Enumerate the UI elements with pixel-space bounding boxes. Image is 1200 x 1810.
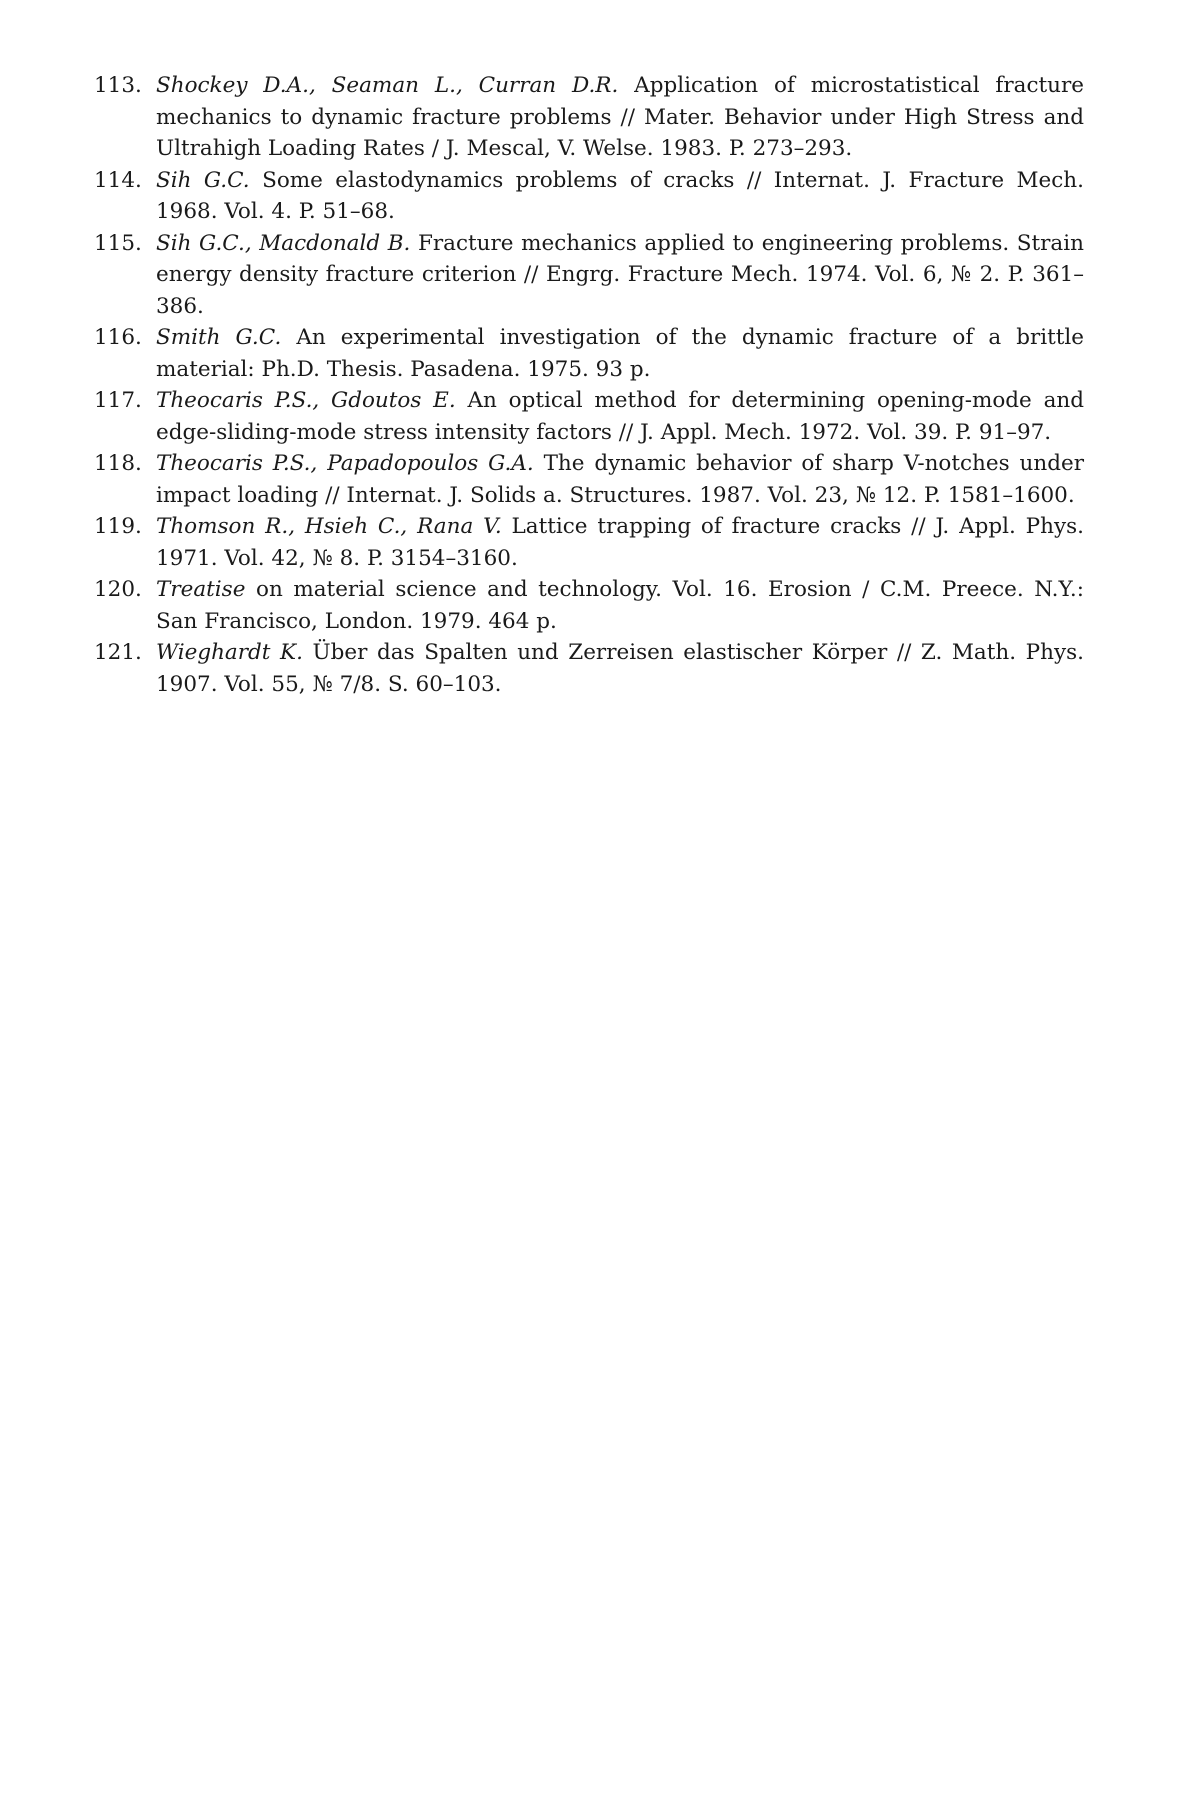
reference-entry — [94, 511, 1084, 574]
reference-entry — [94, 574, 1084, 637]
reference-number: 119. — [94, 514, 142, 539]
reference-entry — [94, 637, 1084, 700]
reference-entry — [94, 165, 1084, 228]
reference-text: An optical method for determining opening-mode and edge-sliding-mode stress intensity factors // J. Appl. Mech. 1972. Vol. 39. P. 91–97. — [156, 388, 1084, 445]
reference-page — [94, 70, 1084, 700]
reference-number: 118. — [94, 451, 142, 476]
reference-number: 120. — [94, 577, 142, 602]
reference-number: 113. — [94, 73, 142, 98]
reference-number: 114. — [94, 167, 142, 193]
reference-entry — [94, 448, 1084, 511]
reference-authors: Thomson R., Hsieh C., Rana V. — [156, 514, 502, 539]
reference-authors: Wieghardt K. — [156, 640, 303, 665]
reference-entry — [94, 228, 1084, 323]
reference-authors: Theocaris P.S., Gdoutos E. — [156, 388, 456, 413]
reference-text: Fracture mechanics applied to engineering problems. Strain energy density fracture criterion // Engrg. Fracture Mech. 1974. Vol. 6, № 2. P. 361–386. — [156, 230, 1084, 319]
reference-text: Lattice trapping of fracture cracks // J. Appl. Phys. 1971. Vol. 42, № 8. P. 3154–3160. — [156, 514, 1084, 571]
reference-text: The dynamic behavior of sharp V-notches under impact loading // Internat. J. Solids a. Structures. 1987. Vol. 23, № 12. P. 1581–1600. — [156, 451, 1084, 508]
reference-text: Über das Spalten und Zerreisen elastischer Körper // Z. Math. Phys. 1907. Vol. 55, № 7/8. S. 60–103. — [156, 640, 1084, 697]
reference-text: An experimental investigation of the dynamic fracture of a brittle material: Ph.D. Thesis. Pasadena. 1975. 93 p. — [156, 325, 1085, 382]
reference-entry — [94, 322, 1084, 385]
reference-number: 117. — [94, 388, 142, 413]
reference-authors: Smith G.C. — [156, 325, 282, 350]
reference-entry — [94, 70, 1084, 165]
reference-number: 116. — [94, 325, 142, 350]
reference-authors: Theocaris P.S., Papadopoulos G.A. — [156, 451, 534, 476]
reference-authors: Treatise — [156, 577, 246, 602]
reference-number: 121. — [94, 640, 142, 665]
reference-number: 115. — [94, 230, 142, 256]
reference-authors: Sih G.C., Macdonald B. — [156, 230, 411, 256]
reference-text: on material science and technology. Vol. 16. Erosion / C.M. Preece. N.Y.: San Francisco, London. 1979. 464 p. — [156, 577, 1084, 634]
reference-text: Some elastodynamics problems of cracks // Internat. J. Fracture Mech. 1968. Vol. 4. P. 51–68. — [156, 167, 1084, 224]
reference-authors: Sih G.C. — [156, 167, 250, 193]
reference-list — [94, 70, 1084, 700]
reference-authors: Shockey D.A., Seaman L., Curran D.R. — [156, 73, 619, 98]
reference-text: Application of microstatistical fracture mechanics to dynamic fracture problems // Mater. Behavior under High Stress and Ultrahigh Loading Rates / J. Mescal, V. Welse. 1983. P. 273–293. — [156, 73, 1084, 161]
reference-entry — [94, 385, 1084, 448]
